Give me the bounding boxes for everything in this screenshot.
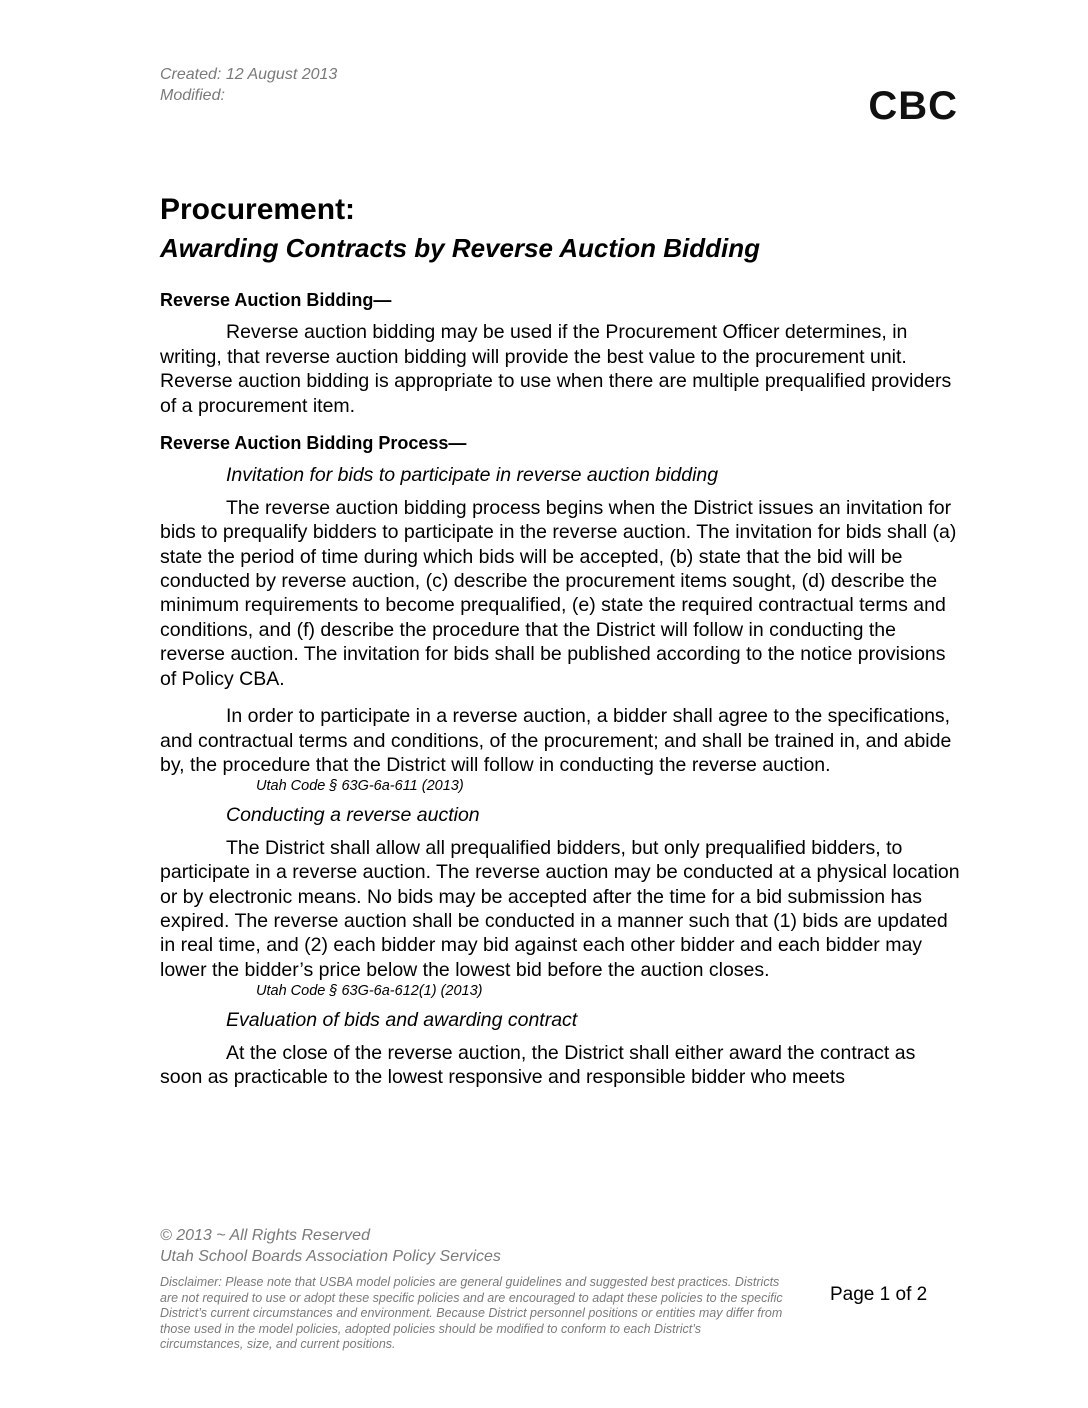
page-number: Page 1 of 2 xyxy=(830,1284,928,1305)
policy-code: CBC xyxy=(868,84,958,128)
copyright-line: © 2013 ~ All Rights Reserved xyxy=(160,1227,370,1244)
paragraph: Reverse auction bidding may be used if the Procurement Officer determines, in writing, that reverse auction bidding will provide the best value to the procurement unit. Reverse auction bidding is appropriate to use when there are multiple prequalified providers of a procurement item. xyxy=(160,321,952,417)
subheading-conducting-auction: Conducting a reverse auction xyxy=(226,804,480,827)
document-meta xyxy=(160,64,337,106)
policy-body xyxy=(160,288,960,1089)
created-date: Created: 12 August 2013 xyxy=(160,66,338,83)
paragraph: The reverse auction bidding process begins when the District issues an invitation for bids to prequalify bidders to participate in the reverse auction. The invitation for bids shall (a) state the period of time during which bids will be accepted, (b) state that the bid will be conducted by reverse auction, (c) describe the procurement items sought, (d) describe the minimum requirements to become prequalified, (e) state the required contractual terms and conditions, and (f) describe the procedure that the District will follow in conducting the reverse auction. The invitation for bids shall be published according to the notice provisions of Policy CBA. xyxy=(160,496,957,690)
section-heading-reverse-auction-bidding: Reverse Auction Bidding— xyxy=(160,290,392,310)
section-heading-bidding-process: Reverse Auction Bidding Process— xyxy=(160,433,467,454)
subheading-invitation-for-bids: Invitation for bids to participate in reverse auction bidding xyxy=(226,464,719,487)
paragraph: In order to participate in a reverse auction, a bidder shall agree to the specifications, and contractual terms and conditions, of the procurement; and shall be trained in, and abide by, the procedure that the District will follow in conducting the reverse auction. xyxy=(160,705,952,776)
page-title: Procurement: xyxy=(160,193,356,226)
organization-name: Utah School Boards Association Policy Services xyxy=(160,1248,501,1265)
paragraph: At the close of the reverse auction, the District shall either award the contract as soon as practicable to the lowest responsive and responsible bidder who meets xyxy=(160,1041,916,1088)
disclaimer-text: Disclaimer: Please note that USBA model policies are general guidelines and suggested best practices. Districts are not required to use or adopt these specific policies and are encouraged to adapt these policies to the specific District’s current circumstances and environment. Because District personnel positions or entities may differ from those used in the model policies, adopted policies should be modified to conform to each District’s circumstances, size, and current positions. xyxy=(160,1275,783,1351)
modified-date: Modified: xyxy=(160,87,225,104)
subheading-evaluation-of-bids: Evaluation of bids and awarding contract xyxy=(226,1009,578,1032)
page-subtitle: Awarding Contracts by Reverse Auction Bidding xyxy=(160,233,761,263)
legal-citation: Utah Code § 63G-6a-612(1) (2013) xyxy=(256,983,483,1000)
legal-citation: Utah Code § 63G-6a-611 (2013) xyxy=(256,778,464,795)
paragraph: The District shall allow all prequalified bidders, but only prequalified bidders, to participate in a reverse auction. The reverse auction may be conducted at a physical location or by electronic means. No bids may be accepted after the time for a bid submission has expired. The reverse auction shall be conducted in a manner such that (1) bids are updated in real time, and (2) each bidder may bid against each other bidder and each bidder may lower the bidder’s price below the lowest bid before the auction closes. xyxy=(160,836,960,981)
copyright-notice xyxy=(160,1225,501,1267)
